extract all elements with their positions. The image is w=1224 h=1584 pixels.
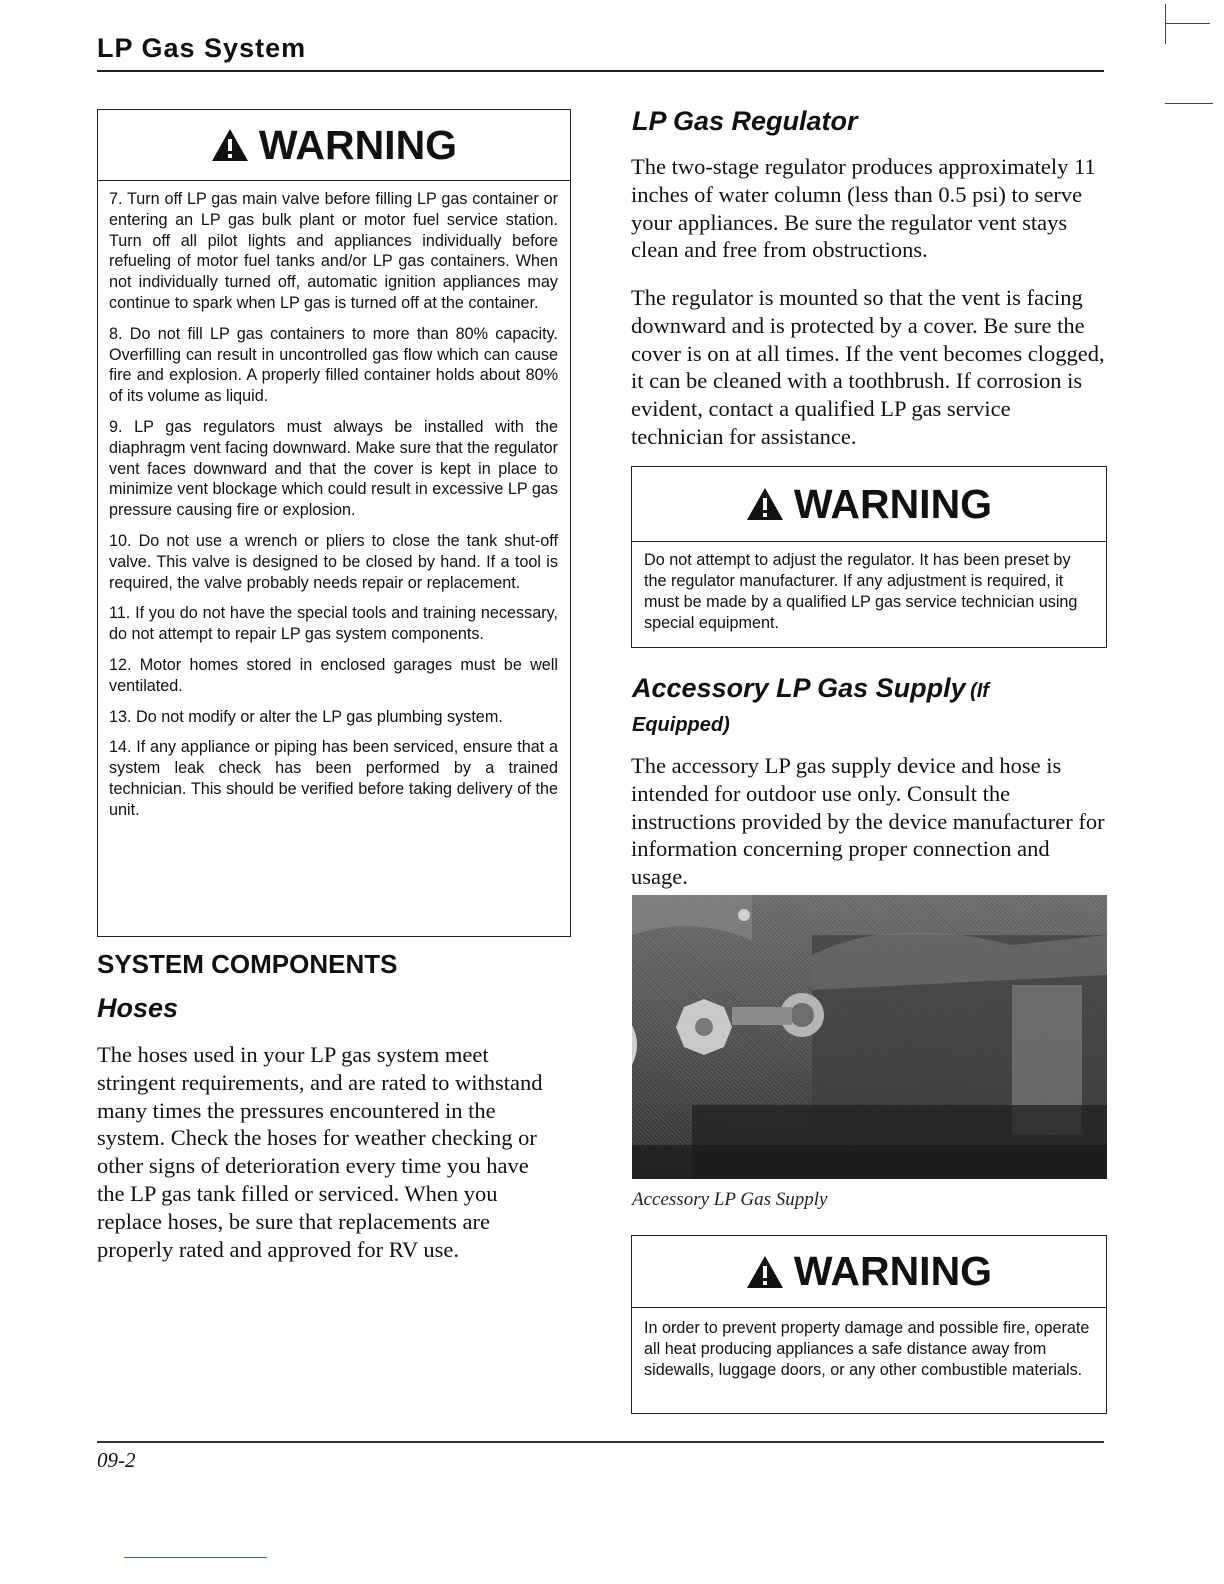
margin-mark xyxy=(1165,103,1213,104)
photo-illustration xyxy=(632,895,1107,1179)
header-rule xyxy=(97,70,1104,72)
warning-text: Do not attempt to adjust the regulator. It has been preset by the regulator manufacturer. If any adjustment is required, it must be made by a qualified LP gas service technician using special equipment. xyxy=(644,551,1078,632)
bottom-edge-line xyxy=(124,1557,267,1558)
warning-title: WARNING xyxy=(793,1248,993,1294)
warning-item: 8. Do not fill LP gas containers to more than 80% capacity. Overfilling can result in uncontrolled gas flow which can cause fire and explosion. A properly filled container holds about 80% of its volume as liquid. xyxy=(109,324,558,406)
warning-item: 12. Motor homes stored in enclosed garages must be well ventilated. xyxy=(109,655,558,695)
warning-item: 7. Turn off LP gas main valve before filling LP gas container or entering an LP gas bulk plant or motor fuel service station. Turn off all pilot lights and appliances individually before refueling of motor fuel tanks and/or LP gas containers. When not individually turned off, automatic ignition appliances may continue to spark when LP gas is turned off at the container. xyxy=(109,190,558,312)
warning-triangle-icon xyxy=(211,128,249,162)
warning-body xyxy=(632,542,1106,634)
margin-mark xyxy=(1165,4,1166,44)
warning-item: 9. LP gas regulators must always be installed with the diaphragm vent facing downward. Make sure that the regulator vent faces downward and that the cover is kept in place to minimize vent blockage which could result in excessive LP gas pressure causing fire or explosion. xyxy=(109,417,559,520)
warning-text: In order to prevent property damage and possible fire, operate all heat producing appliances a safe distance away from sidewalls, luggage doors, or any other combustible materials. xyxy=(644,1319,1090,1379)
warning-body xyxy=(632,1308,1106,1381)
accessory-heading-note: (If Equipped) xyxy=(632,680,989,736)
warning-title: WARNING xyxy=(793,480,993,527)
section-heading-regulator: LP Gas Regulator xyxy=(632,106,858,136)
warning-header xyxy=(632,467,1106,542)
warning-triangle-icon xyxy=(746,487,784,521)
section-heading-accessory xyxy=(632,672,1072,743)
regulator-paragraph: The two-stage regulator produces approximately 11 inches of water column (less than 0.5 psi) to serve your appliances. Be sure the regulator vent stays clean and free from obstructions. xyxy=(631,154,1096,263)
warning-triangle-icon xyxy=(746,1255,784,1289)
page-header-title: LP Gas System xyxy=(97,33,307,63)
footer-rule xyxy=(97,1441,1104,1443)
warning-item: 13. Do not modify or alter the LP gas plumbing system. xyxy=(109,707,503,726)
margin-mark xyxy=(1165,23,1210,24)
accessory-paragraph: The accessory LP gas supply device and hose is intended for outdoor use only. Consult the instructions provided by the device manufacturer for information concerning proper connection and usage. xyxy=(631,753,1105,890)
warning-item: 11. If you do not have the special tools and training necessary, do not attempt to repair LP gas system components. xyxy=(109,604,558,644)
section-heading-system-components: SYSTEM COMPONENTS xyxy=(97,949,398,979)
warning-box-regulator xyxy=(631,466,1107,648)
warning-box-heat-appliances xyxy=(631,1235,1107,1414)
subsection-heading-hoses: Hoses xyxy=(97,993,179,1023)
warning-header xyxy=(632,1236,1106,1308)
regulator-paragraph: The regulator is mounted so that the vent is facing downward and is protected by a cover. Be sure the cover is on at all times. If the vent becomes clogged, it can be cleaned with a toothbrush. If corrosion is evident, contact a qualified LP gas service technician for assistance. xyxy=(631,285,1105,449)
warning-box-gas-safety xyxy=(97,109,571,937)
hoses-paragraph: The hoses used in your LP gas system meet stringent requirements, and are rated to withstand many times the pressures encountered in the system. Check the hoses for weather checking or other signs of deterioration every time you have the LP gas tank filled or serviced. When you replace hoses, be sure that replacements are properly rated and approved for RV use. xyxy=(97,1042,543,1262)
warning-item: 10. Do not use a wrench or pliers to close the tank shut-off valve. This valve is designed to be closed by hand. If a tool is required, the valve probably needs repair or replacement. xyxy=(109,531,558,592)
warning-title: WARNING xyxy=(258,121,458,168)
photo-caption: Accessory LP Gas Supply xyxy=(632,1189,828,1210)
warning-header xyxy=(98,110,570,181)
warning-item: 14. If any appliance or piping has been serviced, ensure that a system leak check has been performed by a trained technician. This should be verified before taking delivery of the unit. xyxy=(109,738,558,819)
accessory-lp-gas-supply-photo xyxy=(632,895,1107,1179)
warning-body xyxy=(98,181,570,821)
accessory-heading-main: Accessory LP Gas Supply xyxy=(632,673,966,703)
page-number: 09-2 xyxy=(97,1448,136,1472)
